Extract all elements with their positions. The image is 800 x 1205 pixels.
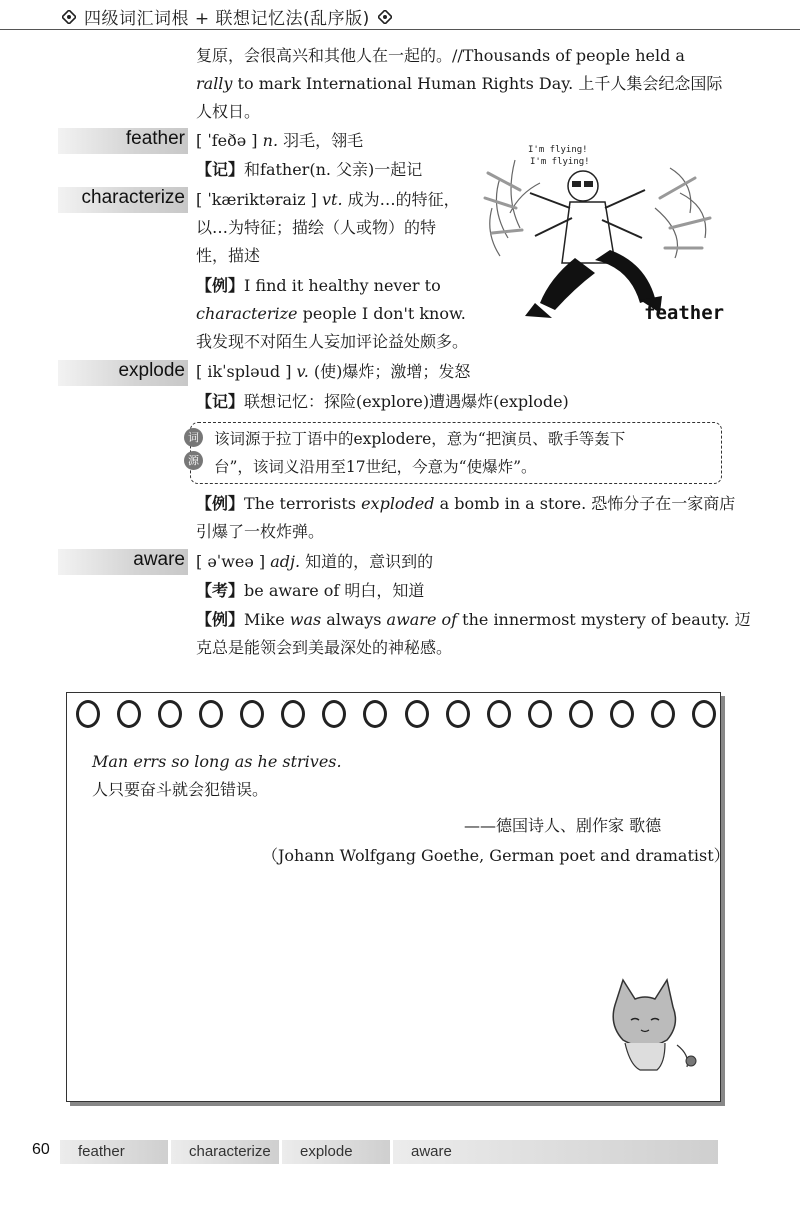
part-of-speech: adj. bbox=[270, 552, 301, 571]
headword-feather: feather bbox=[125, 128, 185, 149]
example-text: a bomb in a store. 恐怖分子在一家商店 bbox=[434, 494, 736, 513]
etymology-line-1: 该词源于拉丁语中的explodere，意为“把演员、歌手等轰下 bbox=[214, 430, 626, 448]
headword-aware: aware bbox=[133, 549, 185, 570]
example-text: I find it healthy never to bbox=[244, 276, 441, 295]
headword-characterize: characterize bbox=[81, 187, 185, 208]
characterize-example-1 bbox=[196, 272, 441, 300]
example-tag: 【例】 bbox=[196, 276, 245, 295]
ring-icon bbox=[117, 700, 141, 728]
diamond-ornament-icon bbox=[62, 10, 76, 24]
ring-icon bbox=[610, 700, 634, 728]
ring-icon bbox=[281, 700, 305, 728]
meaning: (使)爆炸；激增；发怒 bbox=[308, 362, 471, 381]
phonetic: [ əˈweə ] bbox=[196, 552, 266, 571]
part-of-speech: vt. bbox=[321, 190, 343, 209]
part-of-speech: n. bbox=[262, 131, 279, 150]
ring-icon bbox=[487, 700, 511, 728]
cat-illustration bbox=[595, 975, 710, 1075]
explode-memo bbox=[196, 388, 569, 416]
speech-bubble-2: I'm flying! bbox=[530, 157, 590, 167]
ring-icon bbox=[446, 700, 470, 728]
footer-tab-characterize: characterize bbox=[171, 1140, 279, 1164]
ring-icon bbox=[692, 700, 716, 728]
aware-definition bbox=[196, 548, 433, 576]
continuation-line-1: 复原，会很高兴和其他人在一起的。//Thousands of people held a bbox=[196, 46, 685, 65]
header-title: 四级词汇词根 + 联想记忆法(乱序版) bbox=[84, 9, 370, 29]
example-text: always bbox=[321, 610, 387, 629]
footer-tab-explode: explode bbox=[282, 1140, 390, 1164]
explode-example-1 bbox=[196, 490, 735, 518]
ring-icon bbox=[199, 700, 223, 728]
quote-chinese: 人只要奋斗就会犯错误。 bbox=[92, 780, 269, 799]
ring-icon bbox=[363, 700, 387, 728]
example-text: the innermost mystery of beauty. 迈 bbox=[457, 610, 751, 629]
continuation-text: to mark International Human Rights Day. 上千人集会纪念国际 bbox=[232, 74, 723, 93]
speech-bubble-1: I'm flying! bbox=[528, 145, 588, 155]
ring-icon bbox=[528, 700, 552, 728]
meaning: 羽毛，翎毛 bbox=[278, 131, 364, 150]
ring-icon bbox=[158, 700, 182, 728]
memo-tag: 【记】 bbox=[196, 392, 245, 411]
characterize-example-2 bbox=[196, 300, 466, 328]
explode-example-cn: 引爆了一枚炸弹。 bbox=[196, 522, 325, 541]
illustration-label: feather bbox=[644, 302, 725, 324]
footer-tab-feather: feather bbox=[60, 1140, 168, 1164]
explode-definition bbox=[196, 358, 470, 386]
characterize-definition-3: 性，描述 bbox=[196, 246, 261, 265]
phonetic: [ ikˈspləud ] bbox=[196, 362, 292, 381]
keyword-italic: characterize bbox=[196, 304, 298, 323]
memo-text: 和father(n. 父亲)一起记 bbox=[244, 160, 423, 179]
ring-icon bbox=[76, 700, 100, 728]
ring-icon bbox=[569, 700, 593, 728]
memo-tag: 【记】 bbox=[196, 160, 245, 179]
characterize-definition-2: 以…为特征；描绘（人或物）的特 bbox=[196, 218, 437, 237]
page-number: 60 bbox=[32, 1141, 50, 1158]
exam-tag: 【考】 bbox=[196, 581, 245, 600]
characterize-definition-1 bbox=[196, 186, 460, 214]
meaning: 成为…的特征， bbox=[342, 190, 460, 209]
etymology-badge bbox=[184, 428, 204, 474]
aware-example-1 bbox=[196, 606, 751, 634]
example-tag: 【例】 bbox=[196, 610, 245, 629]
page-header bbox=[0, 0, 800, 30]
phonetic: [ ˈfeðə ] bbox=[196, 131, 258, 150]
meaning: 知道的，意识到的 bbox=[300, 552, 434, 571]
ring-icon bbox=[322, 700, 346, 728]
example-text: The terrorists bbox=[244, 494, 362, 513]
header-title-group bbox=[62, 4, 392, 29]
keyword-italic: rally bbox=[196, 74, 233, 93]
continuation-line-3: 人权日。 bbox=[196, 102, 261, 121]
headword-explode: explode bbox=[118, 360, 185, 381]
footer-tab-aware: aware bbox=[393, 1140, 718, 1164]
etymology-badge-char: 词 bbox=[184, 428, 203, 447]
ring-icon bbox=[240, 700, 264, 728]
keyword-italic: was bbox=[289, 610, 322, 629]
etymology-badge-char: 源 bbox=[184, 451, 203, 470]
characterize-example-cn: 我发现不对陌生人妄加评论益处颇多。 bbox=[196, 332, 469, 351]
diamond-ornament-icon bbox=[378, 10, 392, 24]
notebook-rings bbox=[76, 700, 716, 730]
phonetic: [ ˈkæriktəraiz ] bbox=[196, 190, 317, 209]
quote-author-en: （Johann Wolfgang Goethe, German poet and dramatist） bbox=[262, 846, 730, 865]
quote-author-cn: ——德国诗人、剧作家 歌德 bbox=[464, 816, 662, 835]
part-of-speech: v. bbox=[296, 362, 309, 381]
exam-text: be aware of 明白，知道 bbox=[244, 581, 425, 600]
ring-icon bbox=[405, 700, 429, 728]
quote-english: Man errs so long as he strives. bbox=[92, 752, 342, 771]
aware-example-cn: 克总是能领会到美最深处的神秘感。 bbox=[196, 638, 453, 657]
example-text: Mike bbox=[244, 610, 290, 629]
aware-exam bbox=[196, 577, 424, 605]
keyword-italic: exploded bbox=[361, 494, 435, 513]
continuation-line-2 bbox=[196, 70, 722, 98]
keyword-italic: aware of bbox=[386, 610, 458, 629]
example-text: people I don't know. bbox=[297, 304, 466, 323]
etymology-line-2: 台”，该词义沿用至17世纪，今意为“使爆炸”。 bbox=[214, 458, 537, 476]
feather-definition bbox=[196, 127, 363, 155]
memo-text: 联想记忆：探险(explore)遭遇爆炸(explode) bbox=[244, 392, 569, 411]
ring-icon bbox=[651, 700, 675, 728]
example-tag: 【例】 bbox=[196, 494, 245, 513]
feather-memo bbox=[196, 156, 422, 184]
